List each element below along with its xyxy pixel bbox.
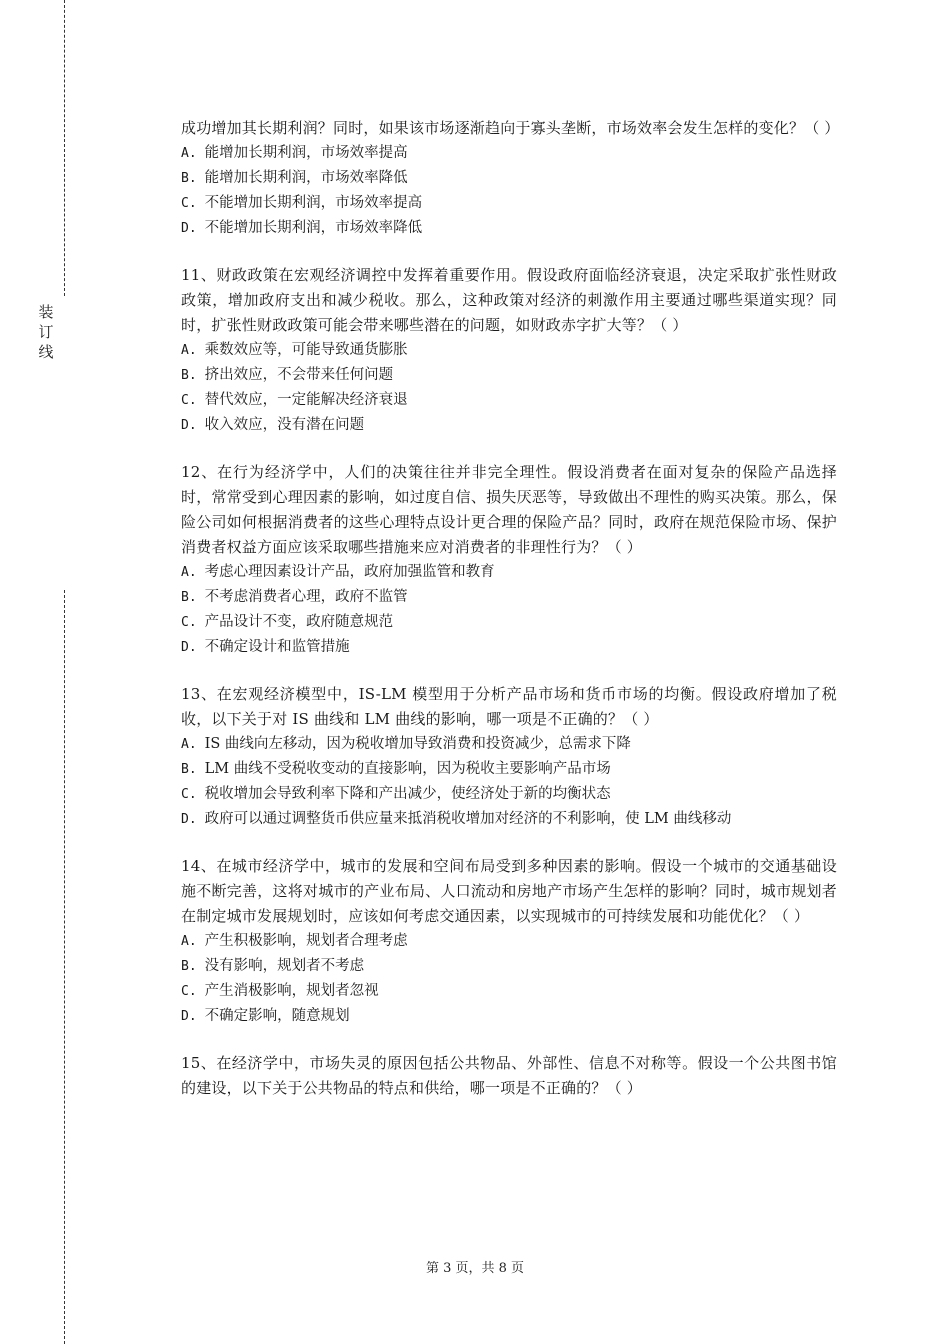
question-10 <box>181 116 840 241</box>
option-c[interactable]: C. 产生消极影响，规划者忽视 <box>181 983 379 999</box>
option-b[interactable]: B. 没有影响，规划者不考虑 <box>181 958 365 974</box>
option-d[interactable]: D. 不确定设计和监管措施 <box>181 639 350 655</box>
option-d[interactable]: D. 收入效应，没有潜在问题 <box>181 417 365 433</box>
option-d[interactable]: D. 不能增加长期利润，市场效率降低 <box>181 220 423 236</box>
option-a[interactable]: A. 乘数效应等，可能导致通货膨胀 <box>181 342 408 358</box>
question-stem: 成功增加其长期利润？同时，如果该市场逐渐趋向于寡头垄断，市场效率会发生怎样的变化？（ ） <box>181 119 840 137</box>
question-list <box>181 116 840 1101</box>
binding-label <box>36 302 56 362</box>
option-b[interactable]: B. 不考虑消费者心理，政府不监管 <box>181 589 408 605</box>
question-stem: 11、财政政策在宏观经济调控中发挥着重要作用。假设政府面临经济衰退，决定采取扩张性财政政策，增加政府支出和减少税收。那么，这种政策对经济的刺激作用主要通过哪些渠道实现？同时，扩张性财政政策可能会带来哪些潜在的问题，如财政赤字扩大等？（ ） <box>181 266 837 334</box>
question-stem: 12、在行为经济学中，人们的决策往往并非完全理性。假设消费者在面对复杂的保险产品选择时，常常受到心理因素的影响，如过度自信、损失厌恶等，导致做出不理性的购买决策。那么，保险公司如何根据消费者的这些心理特点设计更合理的保险产品？同时，政府在规范保险市场、保护消费者权益方面应该采取哪些措施来应对消费者的非理性行为？（ ） <box>181 463 837 556</box>
option-a[interactable]: A. 能增加长期利润，市场效率提高 <box>181 145 408 161</box>
option-b[interactable]: B. 挤出效应，不会带来任何问题 <box>181 367 394 383</box>
option-d[interactable]: D. 不确定影响，随意规划 <box>181 1008 350 1024</box>
option-b[interactable]: B. 能增加长期利润，市场效率降低 <box>181 170 408 186</box>
option-b[interactable]: B. LM 曲线不受税收变动的直接影响，因为税收主要影响产品市场 <box>181 761 611 777</box>
option-d[interactable]: D. 政府可以通过调整货币供应量来抵消税收增加对经济的不利影响，使 LM 曲线移动 <box>181 811 732 827</box>
option-a[interactable]: A. 产生积极影响，规划者合理考虑 <box>181 933 408 949</box>
option-c[interactable]: C. 产品设计不变，政府随意规范 <box>181 614 394 630</box>
question-14 <box>181 854 837 1029</box>
question-15 <box>181 1051 837 1101</box>
binding-line-bottom <box>64 590 65 1344</box>
question-13 <box>181 682 837 832</box>
binding-char: 订 <box>38 323 54 341</box>
binding-line-top <box>64 0 65 296</box>
page-footer: 第 3 页，共 8 页 <box>425 1261 525 1276</box>
question-stem: 14、在城市经济学中，城市的发展和空间布局受到多种因素的影响。假设一个城市的交通基础设施不断完善，这将对城市的产业布局、人口流动和房地产市场产生怎样的影响？同时，城市规划者在制定城市发展规划时，应该如何考虑交通因素，以实现城市的可持续发展和功能优化？（ ） <box>181 857 837 925</box>
binding-char: 线 <box>38 343 54 361</box>
option-c[interactable]: C. 不能增加长期利润，市场效率提高 <box>181 195 423 211</box>
option-c[interactable]: C. 替代效应，一定能解决经济衰退 <box>181 392 408 408</box>
question-stem: 13、在宏观经济模型中，IS-LM 模型用于分析产品市场和货币市场的均衡。假设政府增加了税收，以下关于对 IS 曲线和 LM 曲线的影响，哪一项是不正确的？（ ） <box>181 685 837 728</box>
binding-char: 装 <box>38 303 54 321</box>
option-c[interactable]: C. 税收增加会导致利率下降和产出减少，使经济处于新的均衡状态 <box>181 786 611 802</box>
question-11 <box>181 263 837 438</box>
option-a[interactable]: A. 考虑心理因素设计产品，政府加强监管和教育 <box>181 564 495 580</box>
question-stem: 15、在经济学中，市场失灵的原因包括公共物品、外部性、信息不对称等。假设一个公共图书馆的建设，以下关于公共物品的特点和供给，哪一项是不正确的？（ ） <box>181 1054 837 1097</box>
option-a[interactable]: A. IS 曲线向左移动，因为税收增加导致消费和投资减少，总需求下降 <box>181 736 631 752</box>
question-12 <box>181 460 837 660</box>
